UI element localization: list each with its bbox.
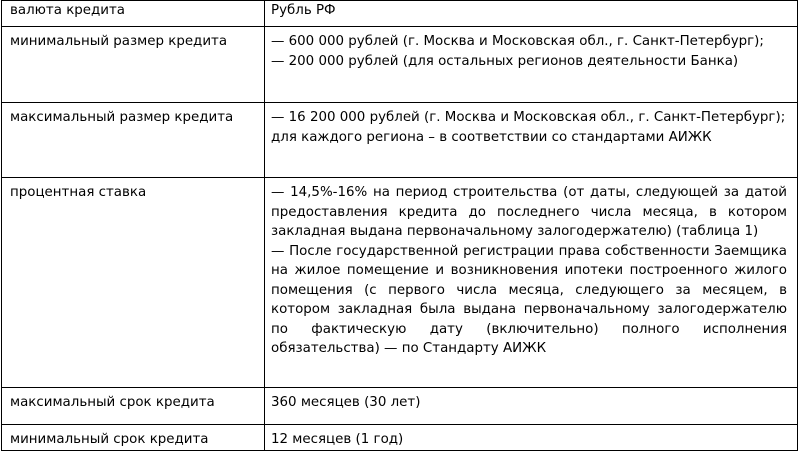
row-label: минимальный размер кредита [2, 27, 265, 103]
loan-terms-table [1, 0, 798, 451]
value-line: 360 месяцев (30 лет) [271, 395, 421, 410]
table-row-min-term [2, 425, 798, 451]
row-label: валюта кредита [2, 1, 265, 27]
row-value [265, 1, 798, 27]
row-value [265, 27, 798, 103]
row-value [265, 388, 798, 425]
value-line: — 16 200 000 рублей (г. Москва и Московская обл., г. Санкт-Петербург); [271, 110, 786, 125]
value-line: 12 месяцев (1 год) [271, 432, 404, 447]
value-line: — После государственной регистрации права собственности Заемщика на жилое помещение и возникновения ипотеки построенного жилого помещения (с первого числа месяца, следующего за месяцем, в котором закладная была выдана первоначальному залогодержателю по фактическую дату (включительно) полного исполнения обязательства) — по Стандарту АИЖК [271, 243, 787, 356]
value-line: — 200 000 рублей (для остальных регионов деятельности Банка) [271, 53, 739, 69]
row-label: процентная ставка [2, 178, 265, 388]
row-label: минимальный срок кредита [2, 425, 265, 451]
table-row-currency [2, 1, 798, 27]
row-value [265, 178, 798, 388]
row-value [265, 103, 798, 178]
table-row-max-amount [2, 103, 798, 178]
table-row-interest-rate [2, 178, 798, 388]
row-label: максимальный срок кредита [2, 388, 265, 425]
row-label: максимальный размер кредита [2, 103, 265, 178]
table-row-min-amount [2, 27, 798, 103]
value-line: — 14,5%-16% на период строительства (от даты, следующей за датой предоставления кредита до последнего числа месяца, в котором закладная выдана первоначальному залогодержателю) (таблица 1) [271, 185, 787, 239]
value-line: Рубль РФ [271, 3, 336, 18]
value-line: — 600 000 рублей (г. Москва и Московская обл., г. Санкт-Петербург); [271, 34, 764, 49]
row-value [265, 425, 798, 451]
value-line: для каждого региона – в соответствии со стандартами АИЖК [271, 129, 712, 145]
table-row-max-term [2, 388, 798, 425]
